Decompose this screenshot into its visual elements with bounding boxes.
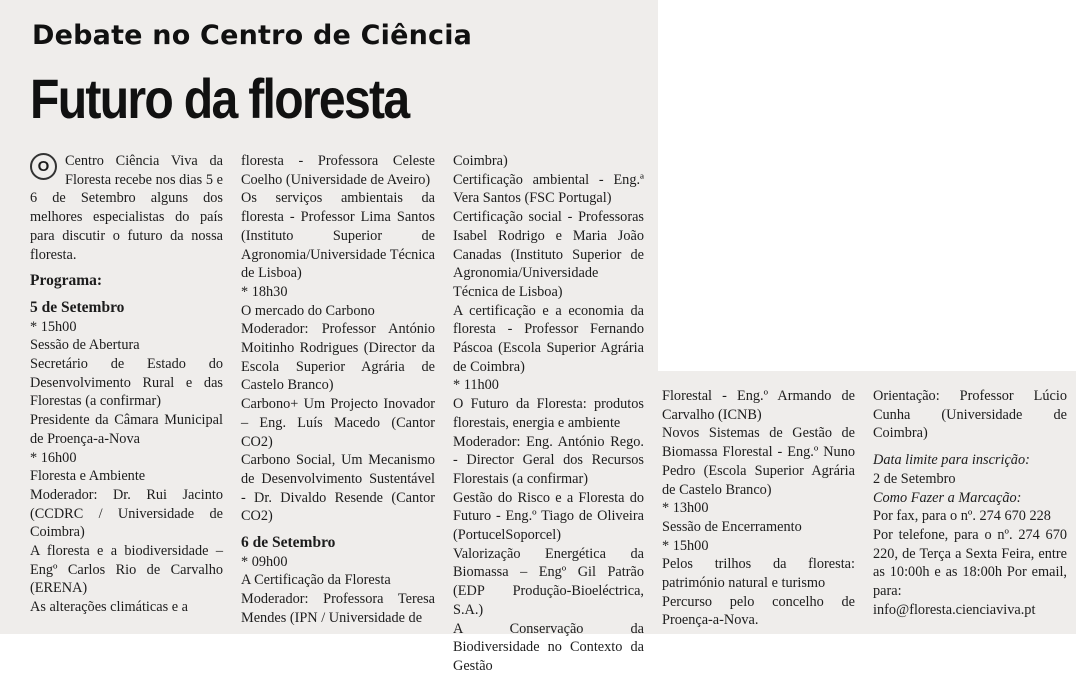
paragraph: Carbono+ Um Projecto Inovador – Eng. Luís Macedo (Cantor CO2) [241, 396, 435, 450]
paragraph: Coimbra) [453, 153, 508, 169]
paragraph: Percurso pelo concelho de Proença-a-Nova. [662, 593, 855, 629]
paragraph: Secretário de Estado do Desenvolvimento Rural e das Florestas (a confirmar) [30, 356, 223, 410]
dropcap-o: O [30, 153, 57, 180]
paragraph: Presidente da Câmara Municipal de Proença-a-Nova [30, 412, 223, 447]
paragraph: floresta - Professora Celeste Coelho (Universidade de Aveiro) [241, 153, 435, 188]
paragraph: Carbono Social, Um Mecanismo de Desenvolvimento Sustentável - Dr. Divaldo Resende (Cantor CO2) [241, 452, 435, 525]
column-4-list [662, 387, 855, 630]
paragraph: Os serviços ambientais da floresta - Professor Lima Santos (Instituto Superior de Agronomia/Universidade Técnica de Lisboa) [241, 190, 435, 282]
paragraph: Valorização Energética da Biomassa – Engº Gil Patrão (EDP Produção-Bioeléctrica, S.A.) [453, 545, 644, 618]
paragraph: * 18h30 [241, 283, 288, 300]
intro-paragraph: Centro Ciência Viva da Floresta recebe nos dias 5 e 6 de Setembro alguns dos melhores especialistas do país para discutir o futuro da nossa floresta. [30, 153, 223, 263]
paragraph: Floresta e Ambiente [30, 468, 146, 485]
paragraph: O Futuro da Floresta: produtos florestais, energia e ambiente [453, 396, 644, 431]
paragraph: Moderador: Eng. António Rego. - Director Geral dos Recursos Florestais (a confirmar) [453, 433, 644, 487]
paragraph: A floresta e a biodiversidade – Engº Carlos Rio de Carvalho (ERENA) [30, 543, 223, 597]
paragraph: Pelos trilhos da floresta: património natural e turismo [662, 556, 855, 592]
column-1 [30, 152, 223, 617]
paragraph: * 09h00 [241, 553, 288, 570]
paragraph: Gestão do Risco e a Floresta do Futuro - Eng.º Tiago de Oliveira (PortucelSoporcel) [453, 489, 644, 544]
column-1-list [30, 318, 223, 617]
email-text: info@floresta.cienciaviva.pt [873, 601, 1036, 618]
paragraph: Certificação ambiental - Eng.ª Vera Santos (FSC Portugal) [453, 171, 644, 207]
marcacao-label: Como Fazer a Marcação: [873, 489, 1022, 506]
paragraph: A Certificação da Floresta [241, 572, 391, 589]
paragraph: Moderador: Professor António Moitinho Rodrigues (Director da Escola Superior Agrária de Castelo Branco) [241, 321, 435, 394]
day1-heading: 5 de Setembro [30, 298, 125, 316]
column-2-list-a [241, 152, 435, 526]
paragraph: A certificação e a economia da floresta - Professor Fernando Páscoa (Escola Superior Agrária de Coimbra) [453, 302, 644, 375]
orientacao-text: Orientação: Professor Lúcio Cunha (Universidade de Coimbra) [873, 388, 1067, 442]
paragraph: * 11h00 [453, 377, 499, 394]
fax-text: Por fax, para o nº. 274 670 228 [873, 508, 1051, 525]
column-5 [873, 387, 1067, 619]
paragraph: * 15h00 [662, 537, 709, 554]
paragraph: As alterações climáticas e a [30, 599, 188, 616]
day2-heading: 6 de Setembro [241, 534, 336, 552]
paragraph: Moderador: Professora Teresa Mendes (IPN / Universidade de [241, 591, 435, 626]
paragraph: Moderador: Dr. Rui Jacinto (CCDRC / Universidade de Coimbra) [30, 486, 223, 541]
data-limite-value: 2 de Setembro [873, 470, 956, 487]
paragraph: * 13h00 [662, 500, 709, 517]
data-limite-label: Data limite para inscrição: [873, 452, 1030, 469]
article-headline: Futuro da floresta [30, 67, 409, 130]
column-2 [241, 152, 435, 628]
article-kicker: Debate no Centro de Ciência [32, 20, 473, 51]
paragraph: * 16h00 [30, 449, 77, 466]
paragraph: Novos Sistemas de Gestão de Biomassa Florestal - Eng.º Nuno Pedro (Escola Superior Agrária de Castelo Branco) [662, 425, 855, 498]
column-4 [662, 387, 855, 630]
paragraph: Sessão de Encerramento [662, 518, 802, 535]
column-3 [453, 152, 644, 676]
paragraph: * 15h00 [30, 318, 77, 335]
paragraph: A Conservação da Biodiversidade no Contexto da Gestão [453, 620, 644, 674]
newspaper-clipping-continued [653, 371, 1076, 634]
column-2-list-b [241, 553, 435, 628]
paragraph: Sessão de Abertura [30, 337, 140, 354]
telefone-text: Por telefone, para o nº. 274 670 220, de Terça a Sexta Feira, entre as 10:00h e as 18:00h Por email, para: [873, 526, 1067, 600]
paragraph: Florestal - Eng.º Armando de Carvalho (ICNB) [662, 388, 855, 423]
paragraph: Certificação social - Professoras Isabel Rodrigo e Maria João Canadas (Instituto Superior de Agronomia/Universidade Técnica de Lisboa) [453, 209, 644, 300]
programa-heading: Programa: [30, 272, 103, 290]
paragraph: O mercado do Carbono [241, 302, 375, 319]
column-3-list [453, 152, 644, 676]
